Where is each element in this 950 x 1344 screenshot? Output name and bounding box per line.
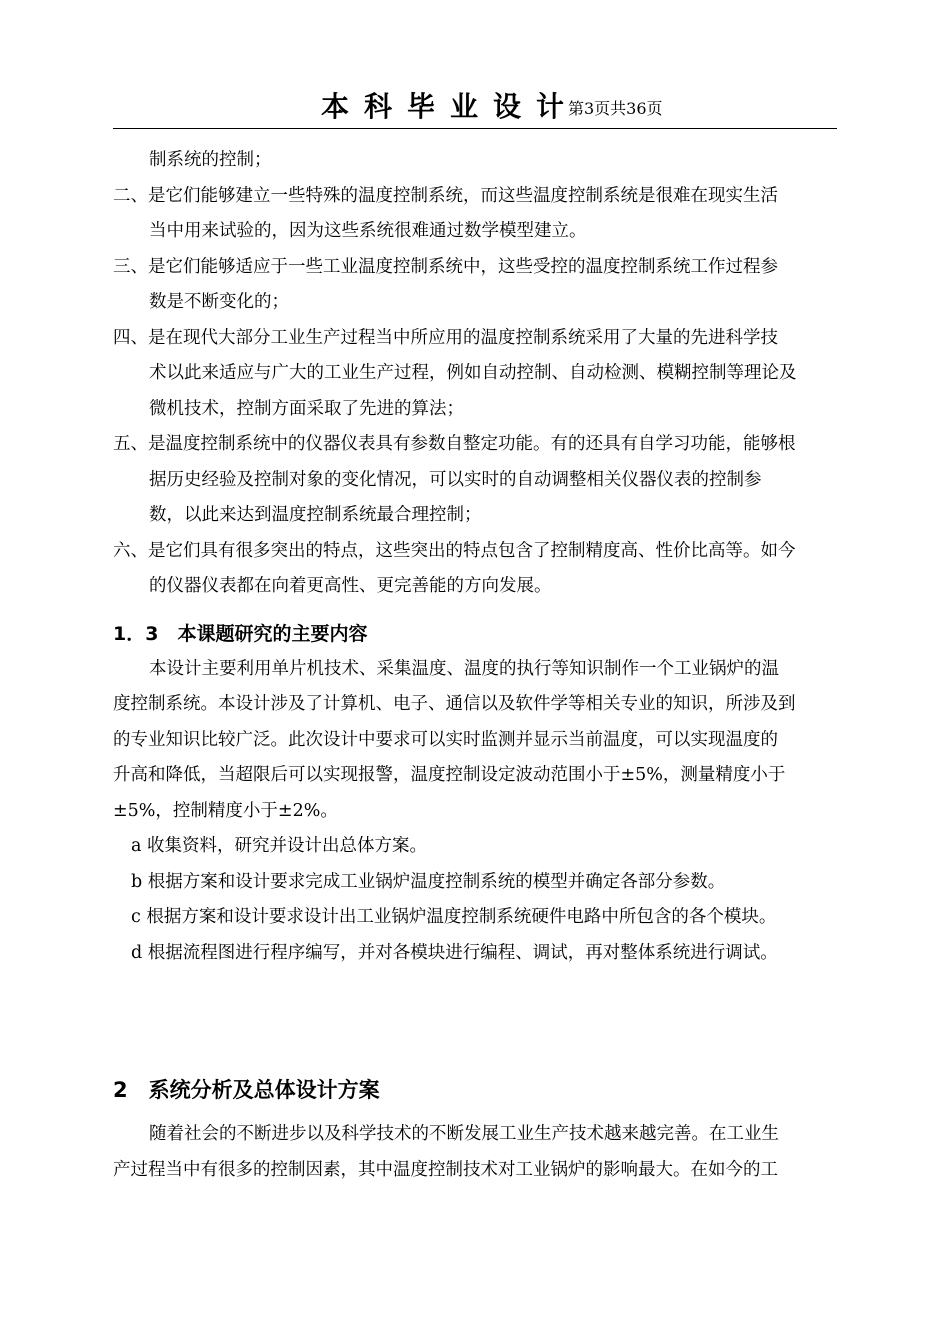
task-item-d: d 根据流程图进行程序编写，并对各模块进行编程、调试，再对整体系统进行调试。 bbox=[131, 942, 778, 963]
task-item-b: b 根据方案和设计要求完成工业锅炉温度控制系统的模型并确定各部分参数。 bbox=[131, 871, 726, 892]
header-title: 本科毕业设计 bbox=[321, 90, 580, 123]
list-item-1-line-1: 制系统的控制； bbox=[149, 150, 272, 170]
section-heading-2: 2 系统分析及总体设计方案 bbox=[113, 1078, 380, 1102]
section-1-3-para-line-2: 度控制系统。本设计涉及了计算机、电子、通信以及软件学等相关专业的知识，所涉及到 bbox=[113, 694, 796, 714]
section-2-para-line-1: 随着社会的不断进步以及科学技术的不断发展工业生产技术越来越完善。在工业生 bbox=[149, 1124, 779, 1144]
list-item-3-line-1: 三、是它们能够适应于一些工业温度控制系统中，这些受控的温度控制系统工作过程参 bbox=[113, 256, 778, 277]
task-item-a: a 收集资料，研究并设计出总体方案。 bbox=[131, 836, 427, 856]
section-1-3-para-line-5: ±5%，控制精度小于±2%。 bbox=[113, 800, 338, 821]
list-item-3-line-2: 数是不断变化的； bbox=[149, 292, 289, 312]
list-item-2-line-2: 当中用来试验的，因为这些系统很难通过数学模型建立。 bbox=[149, 221, 587, 241]
section-1-3-para-line-4: 升高和降低，当超限后可以实现报警，温度控制设定波动范围小于±5%，测量精度小于 bbox=[113, 765, 786, 785]
task-item-c: c 根据方案和设计要求设计出工业锅炉温度控制系统硬件电路中所包含的各个模块。 bbox=[131, 907, 777, 927]
section-2-para-line-2: 产过程当中有很多的控制因素，其中温度控制技术对工业锅炉的影响最大。在如今的工 bbox=[113, 1159, 778, 1180]
list-item-6-line-1: 六、是它们具有很多突出的特点，这些突出的特点包含了控制精度高、性价比高等。如今 bbox=[113, 540, 796, 561]
page-number: 第3页共36页 bbox=[568, 99, 663, 118]
list-item-5-line-1: 五、是温度控制系统中的仪器仪表具有参数自整定功能。有的还具有自学习功能，能够根 bbox=[113, 434, 796, 454]
list-item-5-line-3: 数，以此来达到温度控制系统最合理控制； bbox=[149, 505, 482, 525]
list-item-2-line-1: 二、是它们能够建立一些特殊的温度控制系统，而这些温度控制系统是很难在现实生活 bbox=[113, 185, 778, 206]
list-item-4-line-2: 术以此来适应与广大的工业生产过程，例如自动控制、自动检测、模糊控制等理论及 bbox=[149, 363, 797, 383]
list-item-5-line-2: 据历史经验及控制对象的变化情况，可以实时的自动调整相关仪器仪表的控制参 bbox=[149, 469, 762, 490]
section-1-3-para-line-3: 的专业知识比较广泛。此次设计中要求可以实时监测并显示当前温度，可以实现温度的 bbox=[113, 729, 778, 750]
body-content bbox=[113, 143, 837, 1188]
list-item-4-line-3: 微机技术，控制方面采取了先进的算法； bbox=[149, 398, 464, 419]
list-item-4-line-1: 四、是在现代大部分工业生产过程当中所应用的温度控制系统采用了大量的先进科学技 bbox=[113, 327, 778, 348]
list-item-6-line-2: 的仪器仪表都在向着更高性、更完善能的方向发展。 bbox=[149, 576, 552, 596]
section-heading-1-3: 1．3 本课题研究的主要内容 bbox=[113, 622, 368, 645]
section-1-3-para-line-1: 本设计主要利用单片机技术、采集温度、温度的执行等知识制作一个工业锅炉的温 bbox=[149, 658, 779, 679]
page-header bbox=[113, 88, 837, 129]
